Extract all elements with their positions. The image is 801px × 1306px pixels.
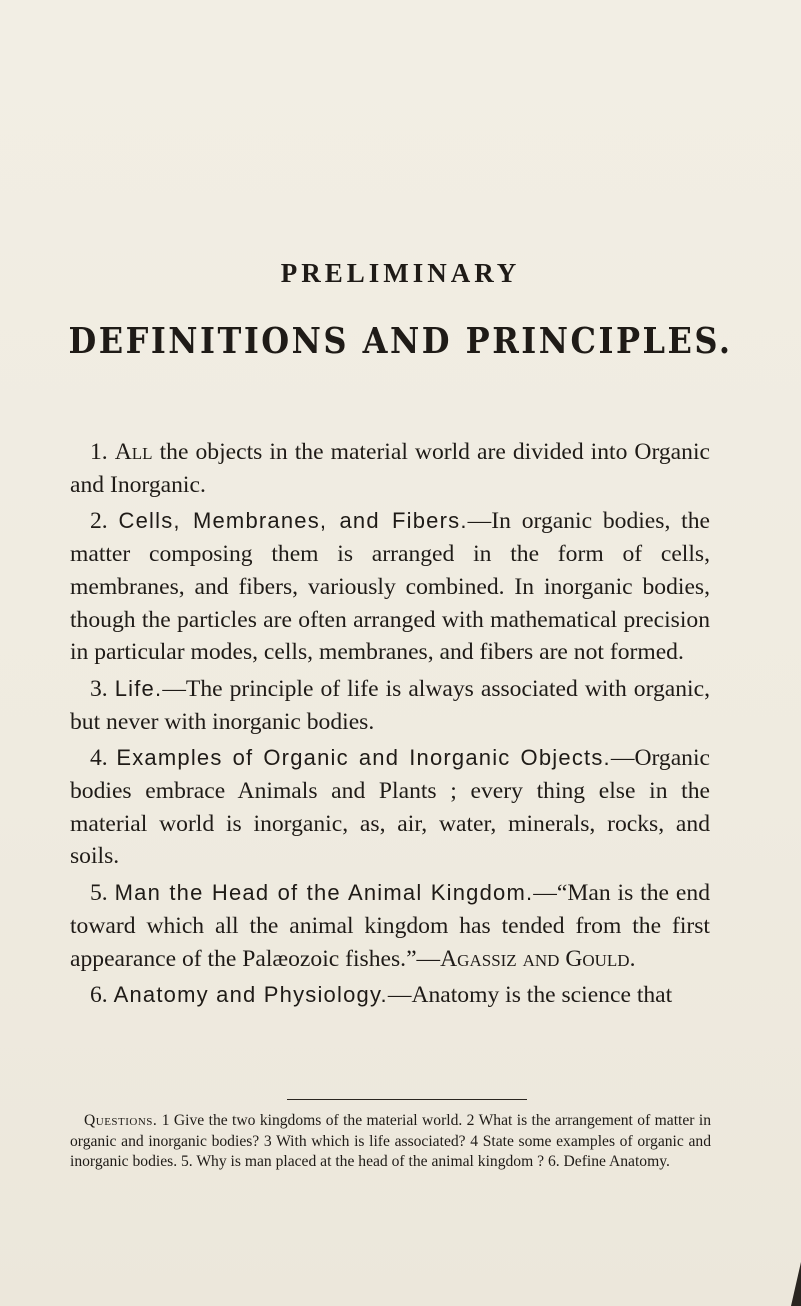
footnote-divider xyxy=(287,1099,527,1100)
paragraph-number: 2. xyxy=(90,508,108,535)
heading-definitions-and-principles: DEFINITIONS AND PRINCIPLES. xyxy=(68,320,733,362)
paragraph-text: —“Man is the end toward which all the animal kingdom has tended from the first appearance of the Palæozoic fishes.”— xyxy=(70,880,710,972)
paragraph-text: —In organic bodies, the matter composing them is arranged in the form of cells, membranes, and fibers, variously combined. In inorganic bodies, though the particles are often arranged with mathematical precision in particular modes, cells, membranes, and fibers are not formed. xyxy=(70,508,711,666)
quote-attribution: Agassiz and Gould. xyxy=(440,945,636,972)
paragraph-lead: Anatomy and Physiology. xyxy=(113,982,388,1008)
paragraph-text: —The principle of life is always associated with organic, but never with inorganic bodies. xyxy=(70,675,710,735)
body-text xyxy=(70,434,710,1012)
questions-text: 1 Give the two kingdoms of the material world. 2 What is the arrangement of matter in organic and inorganic bodies? 3 With which is life associated? 4 State some examples of organic and inorganic bodies. 5. Why is man placed at the head of the animal kingdom ? 6. Define Anatomy. xyxy=(70,1112,711,1171)
paragraph-text: the objects in the material world are divided into Organic and Inorganic. xyxy=(70,439,710,498)
paragraph-lead: Life. xyxy=(114,675,163,701)
paragraph-4 xyxy=(70,740,710,873)
paragraph-lead: Man the Head of the Animal Kingdom. xyxy=(114,880,534,906)
paragraph-lead: Examples of Organic and Inorganic Objects. xyxy=(116,745,611,771)
paragraph-number: 1. xyxy=(90,439,108,465)
paragraph-lead: All xyxy=(114,439,153,465)
paragraph-number: 4. xyxy=(90,745,108,772)
paragraph-3 xyxy=(70,671,710,738)
questions-lead: Questions. xyxy=(84,1112,158,1129)
paragraph-text: —Organic bodies embrace Animals and Plants ; every thing else in the material world is inorganic, as, air, water, minerals, rocks, and soils. xyxy=(70,745,710,870)
paragraph-text: —Anatomy is the science that xyxy=(387,982,673,1009)
paragraph-2 xyxy=(70,503,710,669)
heading-preliminary: PRELIMINARY xyxy=(280,258,521,288)
page-corner-mark xyxy=(791,1262,801,1306)
paragraph-number: 5. xyxy=(90,880,108,907)
paragraph-number: 6. xyxy=(90,982,108,1009)
paragraph-number: 3. xyxy=(90,675,108,702)
paragraph-5 xyxy=(70,875,710,975)
paragraph-lead: Cells, Membranes, and Fibers. xyxy=(118,508,468,534)
paragraph-1 xyxy=(70,434,710,501)
questions-footnote xyxy=(70,1111,711,1173)
paragraph-6 xyxy=(70,977,710,1012)
